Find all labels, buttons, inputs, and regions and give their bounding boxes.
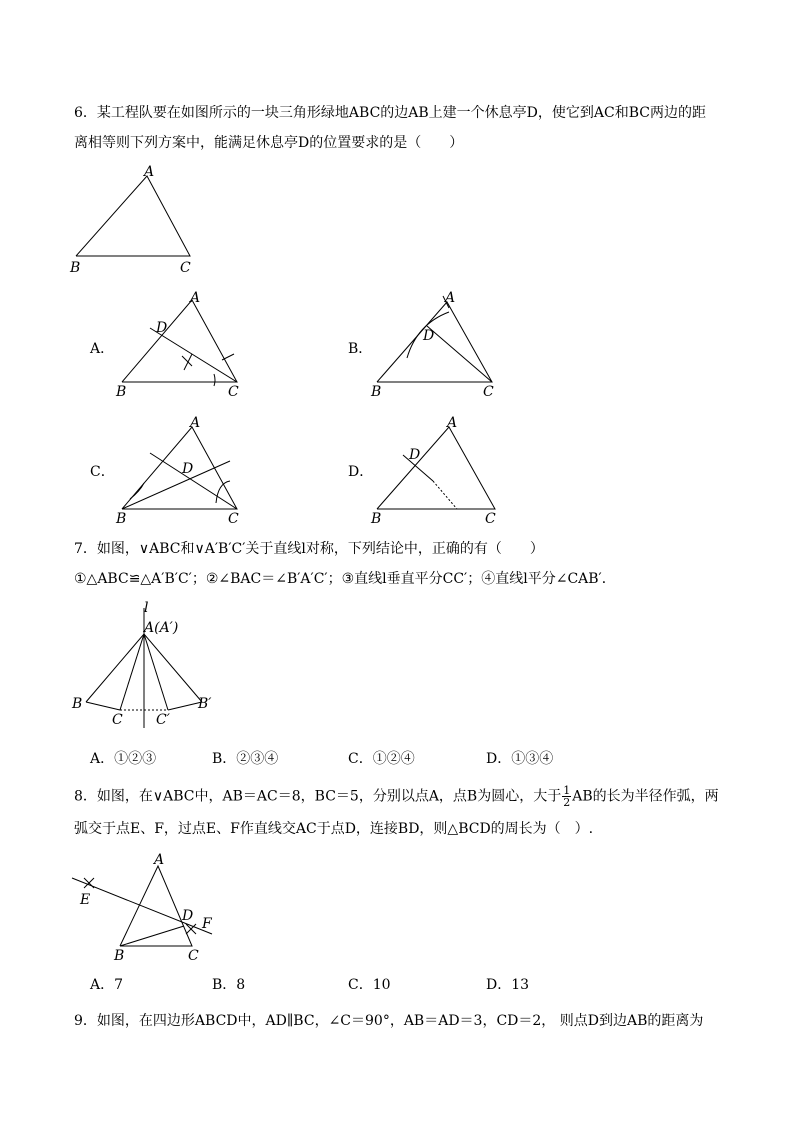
q8-figure [66, 848, 226, 964]
q8-text-line1-post: AB的长为半径作弧，两 [572, 788, 719, 805]
q7-option-b[interactable]: B．②③④ [212, 751, 279, 767]
label-d: D [423, 328, 435, 344]
q8-option-c[interactable]: C．10 [348, 977, 391, 993]
q8-text-line2: 弧交于点E、F，过点E、F作直线交AC于点D，连接BD，则△BCD的周长为（ ）. [74, 821, 594, 837]
q6-option-b-figure [365, 288, 515, 400]
label-b: B [371, 384, 382, 400]
label-b: B [72, 696, 83, 712]
q6-option-a-figure [110, 290, 260, 400]
label-a: A [190, 415, 201, 431]
label-d: D [409, 447, 421, 463]
label-b: B [116, 511, 127, 527]
label-c: C [228, 511, 239, 527]
q8-option-d[interactable]: D．13 [486, 977, 530, 993]
q6-text-line2: 离相等则下列方案中，能满足休息亭D的位置要求的是（ ） [74, 135, 464, 151]
label-b: B [116, 384, 127, 400]
label-c: C [228, 384, 239, 400]
label-c: C [485, 511, 496, 527]
label-d: D [156, 320, 168, 336]
label-l: l [144, 600, 149, 616]
label-a: A [447, 415, 458, 431]
q6-option-a-label[interactable]: A． [90, 341, 115, 357]
label-d: D [182, 461, 194, 477]
label-c: C [483, 384, 494, 400]
q7-option-c[interactable]: C．①②④ [348, 751, 415, 767]
label-a: A [190, 290, 201, 306]
label-f: F [202, 916, 212, 932]
label-e: E [80, 892, 91, 908]
q7-text-line2: ①△ABC≌△A′B′C′；②∠BAC＝∠B′A′C′；③直线l垂直平分CC′；④直线l平分∠CAB′． [74, 571, 616, 587]
label-c: C [180, 260, 191, 276]
q6-option-d-figure [365, 413, 515, 527]
q7-figure [66, 598, 226, 736]
q6-option-d-label[interactable]: D． [348, 464, 374, 480]
label-a: A [154, 852, 165, 868]
q7-option-d[interactable]: D．①③④ [486, 751, 554, 767]
label-d: D [182, 908, 194, 924]
q9-text-line1: 9．如图，在四边形ABCD中，AD∥BC，∠C＝90°，AB＝AD＝3，CD＝2， 则点D到边AB的距离为 [74, 1013, 704, 1029]
label-c-prime: C′ [156, 712, 170, 728]
label-b: B [371, 511, 382, 527]
q8-option-a[interactable]: A．7 [90, 977, 124, 993]
q8-option-b[interactable]: B．8 [212, 977, 246, 993]
label-b: B [70, 260, 81, 276]
label-a: A [144, 164, 155, 180]
label-a: A(A′) [144, 620, 179, 636]
q6-main-triangle [60, 160, 220, 280]
label-c: C [112, 712, 123, 728]
label-a: A [445, 290, 456, 306]
label-b-prime: B′ [198, 696, 212, 712]
q7-text-line1: 7．如图，∨ABC和∨A′B′C′关于直线l对称，下列结论中，正确的有（ ） [74, 541, 544, 557]
q6-text-line1: 6．某工程队要在如图所示的一块三角形绿地ABC的边AB上建一个休息亭D，使它到AC和BC两边的距 [74, 105, 706, 121]
label-c: C [188, 948, 199, 964]
q6-option-c-figure [110, 413, 260, 527]
label-b: B [114, 948, 125, 964]
q6-option-c-label[interactable]: C． [90, 464, 115, 480]
q8-fraction: $\frac{1}{2}$ [563, 784, 571, 809]
q8-text-line1 [74, 785, 719, 808]
q7-option-a[interactable]: A．①②③ [90, 751, 157, 767]
q8-text-line1-pre: 8．如图，在∨ABC中，AB＝AC＝8，BC＝5，分别以点A，点B为圆心，大于 [74, 788, 562, 805]
q6-option-b-label[interactable]: B． [348, 341, 373, 357]
